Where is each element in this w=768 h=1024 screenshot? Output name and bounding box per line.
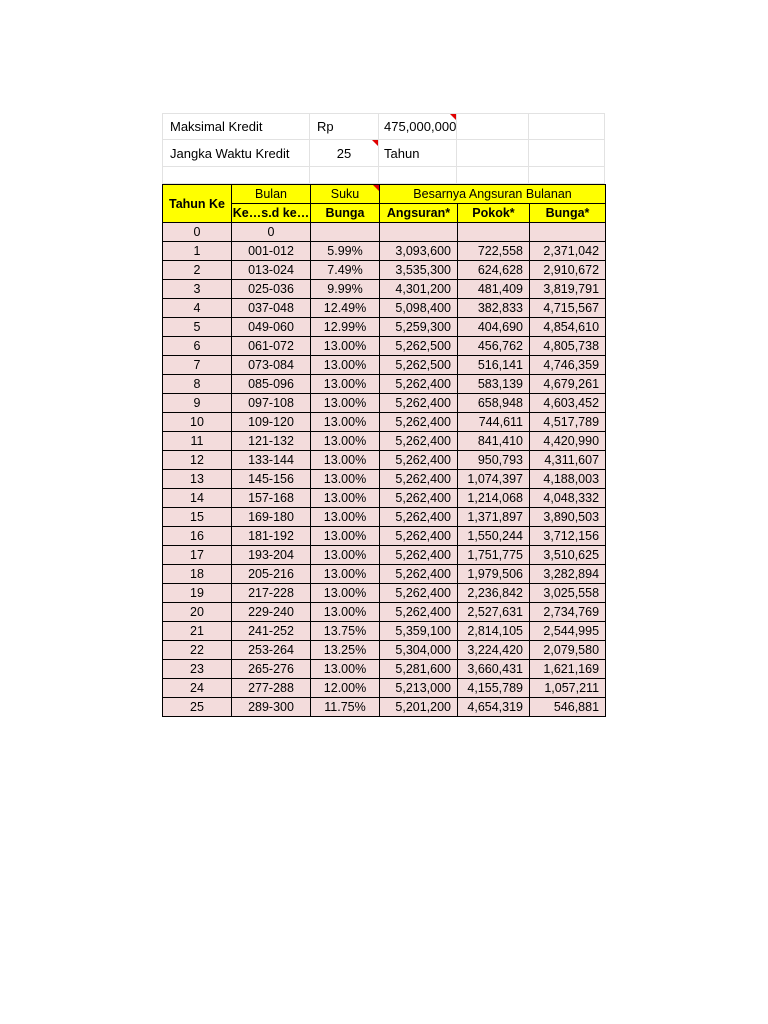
angsuran-table <box>162 184 606 717</box>
pokok-cell: 1,751,775 <box>458 546 530 565</box>
suku-bunga-cell: 13.00% <box>311 394 380 413</box>
empty-cell <box>310 167 379 184</box>
suku-bunga-cell: 13.00% <box>311 527 380 546</box>
suku-bunga-cell: 13.00% <box>311 565 380 584</box>
bunga-cell <box>530 223 606 242</box>
bulan-range-cell: 181-192 <box>232 527 311 546</box>
tahun-ke-cell: 0 <box>163 223 232 242</box>
pokok-cell: 722,558 <box>458 242 530 261</box>
bulan-range-cell: 229-240 <box>232 603 311 622</box>
bunga-cell: 3,510,625 <box>530 546 606 565</box>
angsuran-cell: 5,262,500 <box>380 337 458 356</box>
suku-bunga-cell: 12.99% <box>311 318 380 337</box>
angsuran-cell: 5,262,400 <box>380 375 458 394</box>
tahun-ke-cell: 6 <box>163 337 232 356</box>
bunga-cell: 2,734,769 <box>530 603 606 622</box>
suku-bunga-cell: 13.00% <box>311 356 380 375</box>
tahun-ke-cell: 23 <box>163 660 232 679</box>
pokok-cell: 2,814,105 <box>458 622 530 641</box>
angsuran-cell: 3,535,300 <box>380 261 458 280</box>
table-row <box>163 527 606 546</box>
bunga-cell: 4,854,610 <box>530 318 606 337</box>
suku-bunga-cell: 13.00% <box>311 584 380 603</box>
table-row <box>163 584 606 603</box>
header-bulan-bottom: Ke…s.d ke… <box>232 204 311 223</box>
bulan-range-cell: 109-120 <box>232 413 311 432</box>
bunga-cell: 2,371,042 <box>530 242 606 261</box>
pokok-cell: 1,214,068 <box>458 489 530 508</box>
bulan-range-cell: 265-276 <box>232 660 311 679</box>
bunga-cell: 4,311,607 <box>530 451 606 470</box>
angsuran-cell: 5,262,400 <box>380 603 458 622</box>
bulan-range-cell: 193-204 <box>232 546 311 565</box>
table-row <box>163 546 606 565</box>
pokok-cell: 3,224,420 <box>458 641 530 660</box>
suku-bunga-cell <box>311 223 380 242</box>
tahun-ke-cell: 18 <box>163 565 232 584</box>
spreadsheet <box>162 113 605 717</box>
pokok-cell: 583,139 <box>458 375 530 394</box>
angsuran-cell: 5,262,400 <box>380 546 458 565</box>
tahun-ke-cell: 20 <box>163 603 232 622</box>
bunga-cell: 2,079,580 <box>530 641 606 660</box>
bunga-cell: 3,712,156 <box>530 527 606 546</box>
tahun-ke-cell: 11 <box>163 432 232 451</box>
table-row <box>163 413 606 432</box>
header-suku-bottom: Bunga <box>311 204 380 223</box>
suku-bunga-cell: 13.00% <box>311 508 380 527</box>
bulan-range-cell: 133-144 <box>232 451 311 470</box>
tahun-ke-cell: 21 <box>163 622 232 641</box>
suku-bunga-cell: 13.00% <box>311 489 380 508</box>
bunga-cell: 4,715,567 <box>530 299 606 318</box>
tahun-ke-cell: 3 <box>163 280 232 299</box>
bunga-cell: 3,282,894 <box>530 565 606 584</box>
table-row <box>163 565 606 584</box>
suku-bunga-cell: 5.99% <box>311 242 380 261</box>
angsuran-cell: 5,262,400 <box>380 527 458 546</box>
suku-bunga-cell: 11.75% <box>311 698 380 717</box>
bulan-range-cell: 217-228 <box>232 584 311 603</box>
pokok-cell: 3,660,431 <box>458 660 530 679</box>
pokok-cell: 404,690 <box>458 318 530 337</box>
table-row <box>163 603 606 622</box>
suku-bunga-cell: 12.49% <box>311 299 380 318</box>
tahun-ke-cell: 2 <box>163 261 232 280</box>
empty-cell <box>529 113 605 140</box>
suku-bunga-cell: 12.00% <box>311 679 380 698</box>
bulan-range-cell: 241-252 <box>232 622 311 641</box>
table-row <box>163 356 606 375</box>
table-row <box>163 318 606 337</box>
suku-bunga-cell: 7.49% <box>311 261 380 280</box>
bunga-cell: 1,621,169 <box>530 660 606 679</box>
pokok-cell: 1,550,244 <box>458 527 530 546</box>
bulan-range-cell: 169-180 <box>232 508 311 527</box>
bulan-range-cell: 0 <box>232 223 311 242</box>
table-row <box>163 280 606 299</box>
bunga-cell: 2,910,672 <box>530 261 606 280</box>
table-body <box>163 223 606 717</box>
angsuran-cell: 5,262,400 <box>380 432 458 451</box>
angsuran-cell: 3,093,600 <box>380 242 458 261</box>
bunga-cell: 4,420,990 <box>530 432 606 451</box>
tahun-ke-cell: 10 <box>163 413 232 432</box>
table-row <box>163 489 606 508</box>
pokok-cell: 4,155,789 <box>458 679 530 698</box>
table-row <box>163 299 606 318</box>
table-row <box>163 394 606 413</box>
bunga-cell: 2,544,995 <box>530 622 606 641</box>
bulan-range-cell: 013-024 <box>232 261 311 280</box>
suku-bunga-cell: 13.75% <box>311 622 380 641</box>
suku-bunga-cell: 13.25% <box>311 641 380 660</box>
empty-cell <box>162 167 310 184</box>
suku-bunga-cell: 13.00% <box>311 375 380 394</box>
table-row <box>163 337 606 356</box>
angsuran-cell: 5,262,400 <box>380 584 458 603</box>
suku-bunga-cell: 13.00% <box>311 337 380 356</box>
bulan-range-cell: 289-300 <box>232 698 311 717</box>
table-row <box>163 432 606 451</box>
angsuran-cell: 5,259,300 <box>380 318 458 337</box>
bunga-cell: 4,805,738 <box>530 337 606 356</box>
table-row <box>163 451 606 470</box>
angsuran-cell: 5,262,400 <box>380 413 458 432</box>
comment-indicator-icon <box>373 185 379 191</box>
header-tahun-ke: Tahun Ke <box>163 185 232 223</box>
bulan-range-cell: 121-132 <box>232 432 311 451</box>
table-row <box>163 698 606 717</box>
bulan-range-cell: 049-060 <box>232 318 311 337</box>
pokok-cell: 382,833 <box>458 299 530 318</box>
bunga-cell: 4,188,003 <box>530 470 606 489</box>
suku-bunga-cell: 13.00% <box>311 432 380 451</box>
info-row-jangka <box>162 140 605 167</box>
table-row <box>163 375 606 394</box>
bunga-cell: 3,819,791 <box>530 280 606 299</box>
table-row <box>163 641 606 660</box>
empty-cell <box>529 167 605 184</box>
angsuran-cell: 5,262,400 <box>380 489 458 508</box>
header-bulan-top: Bulan <box>232 185 311 204</box>
angsuran-cell: 5,262,400 <box>380 565 458 584</box>
tahun-ke-cell: 22 <box>163 641 232 660</box>
angsuran-cell: 5,262,400 <box>380 508 458 527</box>
pokok-cell: 950,793 <box>458 451 530 470</box>
suku-bunga-cell: 9.99% <box>311 280 380 299</box>
tahun-ke-cell: 24 <box>163 679 232 698</box>
pokok-cell: 481,409 <box>458 280 530 299</box>
angsuran-cell: 5,304,000 <box>380 641 458 660</box>
empty-cell <box>457 167 529 184</box>
header-pokok: Pokok* <box>458 204 530 223</box>
angsuran-cell: 5,359,100 <box>380 622 458 641</box>
empty-cell <box>529 140 605 167</box>
info-row-maksimal <box>162 113 605 140</box>
header-suku-top: Suku <box>311 185 380 204</box>
spacer-row <box>162 167 605 184</box>
kredit-amount: 475,000,000 <box>379 113 457 140</box>
tahun-ke-cell: 17 <box>163 546 232 565</box>
tahun-ke-cell: 15 <box>163 508 232 527</box>
suku-bunga-cell: 13.00% <box>311 413 380 432</box>
table-row <box>163 242 606 261</box>
angsuran-cell: 5,262,400 <box>380 470 458 489</box>
suku-bunga-cell: 13.00% <box>311 470 380 489</box>
tahun-ke-cell: 12 <box>163 451 232 470</box>
pokok-cell: 2,236,842 <box>458 584 530 603</box>
pokok-cell: 516,141 <box>458 356 530 375</box>
suku-bunga-cell: 13.00% <box>311 603 380 622</box>
bunga-cell: 4,679,261 <box>530 375 606 394</box>
jangka-waktu-label: Jangka Waktu Kredit <box>162 140 310 167</box>
bunga-cell: 4,746,359 <box>530 356 606 375</box>
bunga-cell: 1,057,211 <box>530 679 606 698</box>
tahun-ke-cell: 9 <box>163 394 232 413</box>
pokok-cell: 4,654,319 <box>458 698 530 717</box>
angsuran-cell: 5,098,400 <box>380 299 458 318</box>
suku-bunga-cell: 13.00% <box>311 451 380 470</box>
pokok-cell: 841,410 <box>458 432 530 451</box>
pokok-cell: 624,628 <box>458 261 530 280</box>
tahun-ke-cell: 7 <box>163 356 232 375</box>
tahun-ke-cell: 14 <box>163 489 232 508</box>
header-bunga: Bunga* <box>530 204 606 223</box>
angsuran-cell <box>380 223 458 242</box>
pokok-cell: 658,948 <box>458 394 530 413</box>
pokok-cell: 1,074,397 <box>458 470 530 489</box>
header-angsuran: Angsuran* <box>380 204 458 223</box>
tahun-ke-cell: 25 <box>163 698 232 717</box>
pokok-cell: 744,611 <box>458 413 530 432</box>
empty-cell <box>379 167 457 184</box>
comment-indicator-icon <box>372 140 378 146</box>
table-row <box>163 261 606 280</box>
table-row <box>163 660 606 679</box>
angsuran-cell: 4,301,200 <box>380 280 458 299</box>
angsuran-cell: 5,262,400 <box>380 394 458 413</box>
tahun-ke-cell: 8 <box>163 375 232 394</box>
empty-cell <box>457 140 529 167</box>
pokok-cell: 2,527,631 <box>458 603 530 622</box>
angsuran-cell: 5,281,600 <box>380 660 458 679</box>
tahun-ke-cell: 4 <box>163 299 232 318</box>
bulan-range-cell: 097-108 <box>232 394 311 413</box>
pokok-cell <box>458 223 530 242</box>
angsuran-cell: 5,201,200 <box>380 698 458 717</box>
years-value: 25 <box>310 140 379 167</box>
table-row <box>163 622 606 641</box>
bulan-range-cell: 073-084 <box>232 356 311 375</box>
bulan-range-cell: 253-264 <box>232 641 311 660</box>
angsuran-cell: 5,262,400 <box>380 451 458 470</box>
bunga-cell: 546,881 <box>530 698 606 717</box>
tahun-ke-cell: 13 <box>163 470 232 489</box>
table-row <box>163 508 606 527</box>
table-row <box>163 470 606 489</box>
tahun-ke-cell: 19 <box>163 584 232 603</box>
bunga-cell: 4,517,789 <box>530 413 606 432</box>
bunga-cell: 3,890,503 <box>530 508 606 527</box>
bunga-cell: 4,603,452 <box>530 394 606 413</box>
tahun-ke-cell: 16 <box>163 527 232 546</box>
angsuran-cell: 5,213,000 <box>380 679 458 698</box>
bulan-range-cell: 061-072 <box>232 337 311 356</box>
suku-bunga-cell: 13.00% <box>311 546 380 565</box>
bulan-range-cell: 157-168 <box>232 489 311 508</box>
bunga-cell: 4,048,332 <box>530 489 606 508</box>
bulan-range-cell: 145-156 <box>232 470 311 489</box>
header-besarnya: Besarnya Angsuran Bulanan <box>380 185 606 204</box>
comment-indicator-icon <box>450 114 456 120</box>
bulan-range-cell: 205-216 <box>232 565 311 584</box>
currency-label: Rp <box>310 113 379 140</box>
bulan-range-cell: 001-012 <box>232 242 311 261</box>
empty-cell <box>457 113 529 140</box>
pokok-cell: 1,371,897 <box>458 508 530 527</box>
suku-bunga-cell: 13.00% <box>311 660 380 679</box>
maksimal-kredit-label: Maksimal Kredit <box>162 113 310 140</box>
bunga-cell: 3,025,558 <box>530 584 606 603</box>
pokok-cell: 1,979,506 <box>458 565 530 584</box>
pokok-cell: 456,762 <box>458 337 530 356</box>
table-row <box>163 223 606 242</box>
angsuran-cell: 5,262,500 <box>380 356 458 375</box>
table-row <box>163 679 606 698</box>
bulan-range-cell: 085-096 <box>232 375 311 394</box>
bulan-range-cell: 277-288 <box>232 679 311 698</box>
tahun-ke-cell: 1 <box>163 242 232 261</box>
tahun-ke-cell: 5 <box>163 318 232 337</box>
bulan-range-cell: 025-036 <box>232 280 311 299</box>
bulan-range-cell: 037-048 <box>232 299 311 318</box>
years-unit: Tahun <box>379 140 457 167</box>
